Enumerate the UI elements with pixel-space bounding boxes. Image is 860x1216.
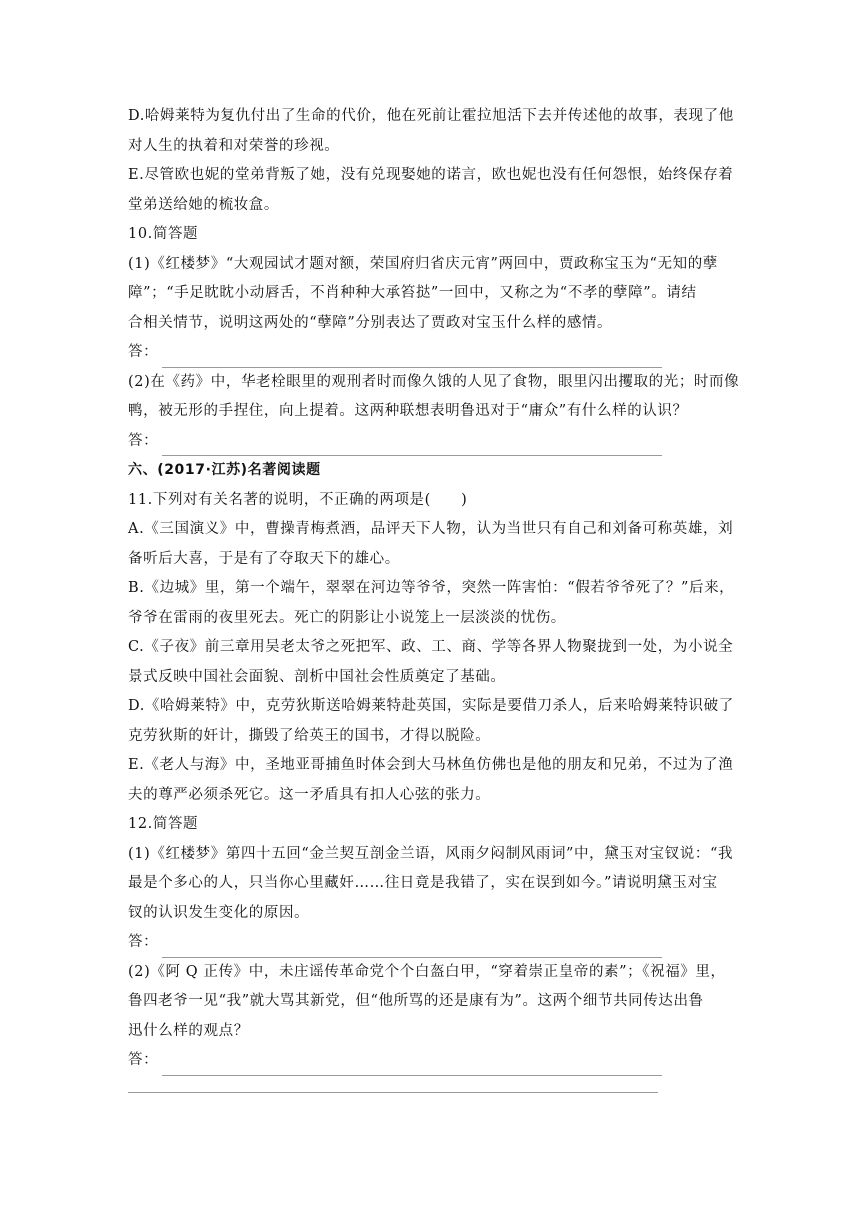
text-line: 夫的尊严必须杀死它。这一矛盾具有扣人心弦的张力。 bbox=[128, 786, 491, 803]
document-page bbox=[128, 102, 738, 1105]
answer-blank[interactable] bbox=[162, 349, 662, 368]
answer-line bbox=[128, 338, 738, 368]
answer-blank[interactable] bbox=[162, 939, 662, 958]
answer-blank-continued bbox=[128, 1076, 738, 1106]
answer-label: 答： bbox=[128, 344, 159, 360]
text-line: B.《边城》里，第一个端午，翠翠在河边等爷爷，突然一阵害怕：“假若爷爷死了？”后来， bbox=[128, 580, 735, 596]
section-heading: 六、(2017·江苏)名著阅读题 bbox=[128, 462, 321, 478]
text-line: D.哈姆莱特为复仇付出了生命的代价，他在死前让霍拉旭活下去并传述他的故事，表现了他 bbox=[128, 108, 734, 124]
text-line: 爷爷在雷雨的夜里死去。死亡的阴影让小说笼上一层淡淡的忧伤。 bbox=[128, 609, 566, 626]
text-line: E.尽管欧也妮的堂弟背叛了她，没有兑现娶她的诺言，欧也妮也没有任何怨恨，始终保存着 bbox=[128, 167, 734, 183]
answer-line bbox=[128, 427, 738, 457]
text-line: D.《哈姆莱特》中，克劳狄斯送哈姆莱特赴英国，实际是要借刀杀人，后来哈姆莱特识破了 bbox=[128, 698, 734, 714]
text-line: (1)《红楼梦》第四十五回“金兰契互剖金兰语，风雨夕闷制风雨词”中，黛玉对宝钗说：“我 bbox=[128, 845, 734, 862]
text-line: 障”；“手足眈眈小动唇舌，不肖种种大承笞挞”一回中，又称之为“不孝的孽障”。请结 bbox=[128, 285, 697, 301]
text-line: (2)在《药》中，华老栓眼里的观刑者时而像久饿的人见了食物，眼里闪出攫取的光；时而像 bbox=[128, 373, 740, 390]
text-line: 堂弟送给她的梳妆盒。 bbox=[128, 196, 279, 213]
answer-blank[interactable] bbox=[128, 1076, 658, 1093]
text-line: 对人生的执着和对荣誉的珍视。 bbox=[128, 137, 340, 154]
text-line: 合相关情节，说明这两处的“孽障”分别表达了贾政对宝玉什么样的感情。 bbox=[128, 314, 613, 331]
text-line: 最是个多心的人，只当你心里藏奸……往日竟是我错了，实在误到如今。”请说明黛玉对宝 bbox=[128, 875, 718, 891]
text-line: 迅什么样的观点？ bbox=[128, 1022, 249, 1039]
text-line: 10.简答题 bbox=[128, 226, 199, 242]
answer-label: 答： bbox=[128, 432, 159, 449]
answer-label: 答： bbox=[128, 934, 159, 950]
answer-line bbox=[128, 928, 738, 958]
text-line: 钗的认识发生变化的原因。 bbox=[128, 904, 310, 921]
text-line: (2)《阿 Q 正传》中，未庄谣传革命党个个白盔白甲，“穿着崇正皇帝的素”；《祝福》里， bbox=[128, 963, 726, 980]
answer-blank[interactable] bbox=[162, 437, 662, 456]
text-line: 12.简答题 bbox=[128, 816, 199, 832]
text-line: 鸭，被无形的手捏住，向上提着。这两种联想表明鲁迅对于“庸众”有什么样的认识？ bbox=[128, 403, 688, 419]
text-line: (1)《红楼梦》“大观园试才题对额，荣国府归省庆元宵”两回中，贾政称宝玉为“无知的孽 bbox=[128, 255, 718, 272]
answer-label: 答： bbox=[128, 1052, 159, 1068]
text-line: 备听后大喜，于是有了夺取天下的雄心。 bbox=[128, 550, 400, 567]
text-line: E.《老人与海》中，圣地亚哥捕鱼时体会到大马林鱼仿佛也是他的朋友和兄弟，不过为了渔 bbox=[128, 757, 734, 773]
answer-line bbox=[128, 1046, 738, 1076]
text-line: C.《子夜》前三章用吴老太爷之死把军、政、工、商、学等各界人物聚拢到一处，为小说全 bbox=[128, 639, 734, 655]
text-line: 11.下列对有关名著的说明，不正确的两项是( ) bbox=[128, 491, 468, 508]
text-line: 景式反映中国社会面貌、剖析中国社会性质奠定了基础。 bbox=[128, 668, 506, 685]
text-line: A.《三国演义》中，曹操青梅煮酒，品评天下人物，认为当世只有自己和刘备可称英雄，刘 bbox=[128, 521, 734, 537]
text-line: 克劳狄斯的奸计，撕毁了给英王的国书，才得以脱险。 bbox=[128, 727, 491, 744]
answer-blank[interactable] bbox=[162, 1057, 662, 1076]
text-line: 鲁四老爷一见“我”就大骂其新党，但“他所骂的还是康有为”。这两个细节共同传达出鲁 bbox=[128, 993, 704, 1009]
